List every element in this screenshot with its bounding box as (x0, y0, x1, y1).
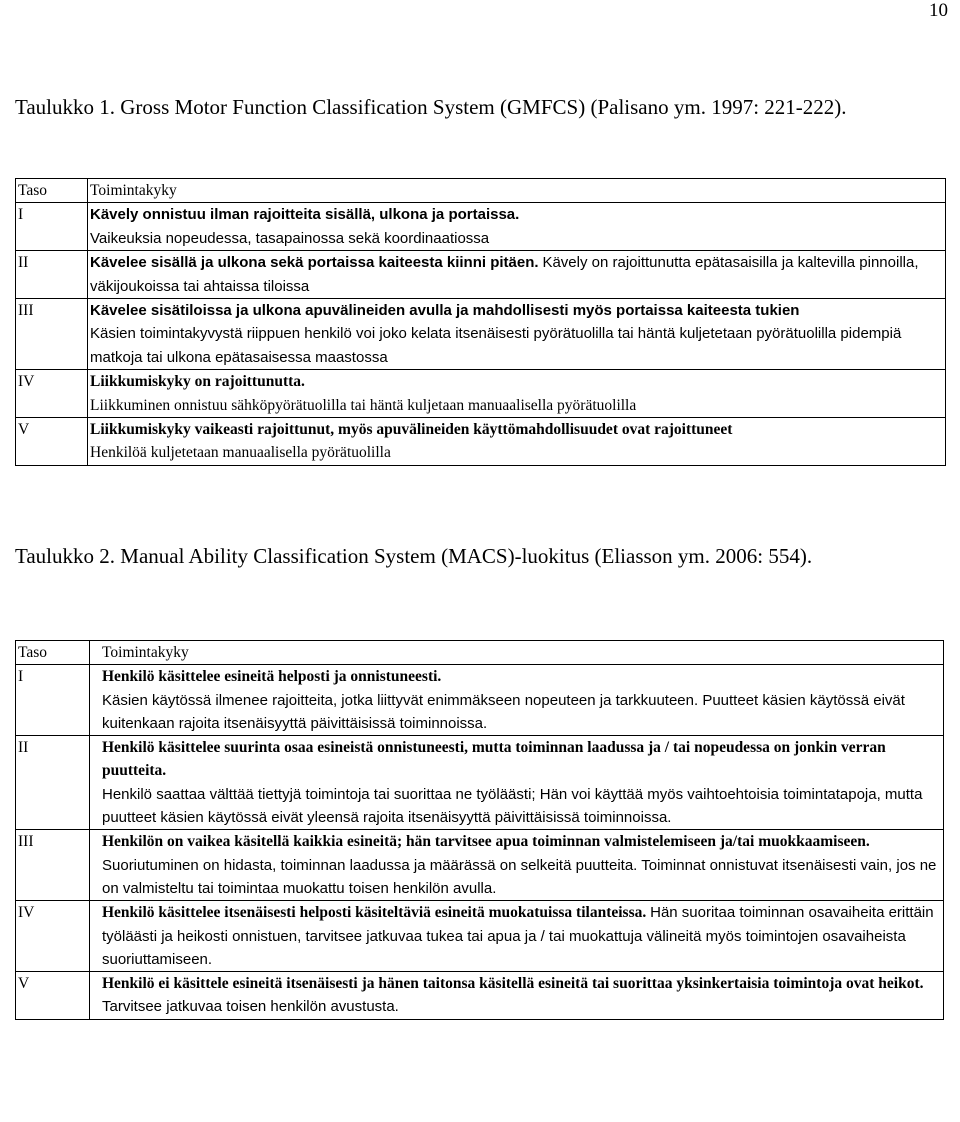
row-normal-text: Käsien toimintakyvystä riippuen henkilö voi joko kelata itsenäisesti pyörätuolilla tai häntä kuljetetaan pyörätuolilla pidempiä matkoja tai ulkona epätasaisessa maastossa (90, 325, 902, 366)
row-desc (88, 370, 946, 418)
row-normal-text: Tarvitsee jatkuvaa toisen henkilön avustusta. (102, 998, 399, 1016)
row-bold-text: Kävelee sisällä ja ulkona sekä portaissa kaiteesta kiinni pitäen. (90, 254, 539, 272)
row-normal-text: Käsien käytössä ilmenee rajoitteita, jotka liittyvät enimmäkseen nopeuteen ja tarkkuuteen. Puutteet käsien käytössä eivät kuitenkaan rajoita itsenäisyyttä päivittäisissä toiminnoissa. (102, 691, 905, 732)
row-bold-text: Henkilö käsittelee esineitä helposti ja onnistuneesti. (102, 668, 442, 686)
table-row (16, 370, 946, 418)
row-desc (90, 901, 944, 972)
table1-caption: Taulukko 1. Gross Motor Function Classification System (GMFCS) (Palisano ym. 1997: 221-222). (15, 95, 847, 119)
row-normal-text: Vaikeuksia nopeudessa, tasapainossa sekä koordinaatiossa (90, 229, 490, 247)
header-desc: Toimintakyky (88, 179, 946, 203)
row-bold-text: Liikkumiskyky on rajoittunutta. (90, 373, 305, 391)
row-bold-text: Liikkumiskyky vaikeasti rajoittunut, myös apuvälineiden käyttömahdollisuudet ovat rajoittuneet (90, 421, 733, 439)
table-row (16, 418, 946, 466)
row-level: III (16, 830, 90, 901)
row-level: IV (16, 370, 88, 418)
row-normal-text: Henkilö saattaa välttää tiettyjä toimintoja tai suorittaa ne työläästi; Hän voi käyttää myös vaihtoehtoisia toimintatapoja, mutta puutteet käsien käytössä eivät yleensä rajoita itsenäisyyttä päivittäisissä toiminnoissa. (102, 785, 923, 827)
row-level: II (16, 736, 90, 830)
row-bold-text: Kävely onnistuu ilman rajoitteita sisällä, ulkona ja portaissa. (90, 206, 520, 224)
table-row (16, 736, 944, 830)
row-level: II (16, 251, 88, 299)
header-level: Taso (16, 179, 88, 203)
table-row (16, 972, 944, 1020)
row-normal-text: Liikkuminen onnistuu sähköpyörätuolilla tai häntä kuljetaan manuaalisella pyörätuolilla (90, 396, 637, 414)
table-row (16, 203, 946, 251)
gmfcs-table (15, 178, 946, 466)
row-bold-text: Henkilön on vaikea käsitellä kaikkia esineitä; hän tarvitsee apua toiminnan valmistelemiseen ja/tai muokkaamiseen. (102, 833, 870, 851)
table-row (16, 665, 944, 736)
row-desc (88, 203, 946, 251)
row-normal-text: Hän suoritaa toiminnan osavaiheita erittäin työläästi ja heikosti onnistuen, tarvitsee jatkuvaa tukea tai apua ja / tai muokattuja välineitä myös toimintojen osavaiheista suoriuttamiseen. (102, 904, 934, 968)
header-level: Taso (16, 641, 90, 665)
row-desc (88, 251, 946, 299)
row-desc (90, 736, 944, 830)
row-level: I (16, 203, 88, 251)
row-desc (90, 830, 944, 901)
table-header-row (16, 179, 946, 203)
table-row (16, 901, 944, 972)
row-level: V (16, 972, 90, 1020)
table-row (16, 830, 944, 901)
row-desc (90, 665, 944, 736)
macs-table (15, 640, 944, 1020)
row-normal-text: Kävely on rajoittunutta epätasaisilla ja kaltevilla pinnoilla, väkijoukoissa tai ahtaissa tiloissa (90, 254, 919, 295)
row-desc (90, 972, 944, 1020)
row-level: IV (16, 901, 90, 972)
row-bold-text: Henkilö käsittelee itsenäisesti helposti käsiteltäviä esineitä muokatuissa tilanteissa. (102, 904, 647, 922)
table-row (16, 251, 946, 299)
row-normal-text: Henkilöä kuljetetaan manuaalisella pyörätuolilla (90, 444, 391, 462)
header-desc: Toimintakyky (90, 641, 944, 665)
table-row (16, 299, 946, 370)
row-level: V (16, 418, 88, 466)
row-bold-text: Henkilö ei käsittele esineitä itsenäisesti ja hänen taitonsa käsitellä esineitä tai suorittaa yksinkertaisia toimintoja ovat heikot. (102, 975, 924, 993)
page-number: 10 (929, 0, 948, 21)
table-header-row (16, 641, 944, 665)
row-bold-text: Henkilö käsittelee suurinta osaa esineistä onnistuneesti, mutta toiminnan laadussa ja / tai nopeudessa on jonkin verran puutteita. (102, 739, 886, 780)
row-bold-text: Kävelee sisätiloissa ja ulkona apuvälineiden avulla ja mahdollisesti myös portaissa kaiteesta tukien (90, 302, 800, 320)
row-level: III (16, 299, 88, 370)
row-desc (88, 418, 946, 466)
table2-caption: Taulukko 2. Manual Ability Classification System (MACS)-luokitus (Eliasson ym. 2006: 554). (15, 544, 813, 568)
row-desc (88, 299, 946, 370)
row-normal-text: Suoriutuminen on hidasta, toiminnan laadussa ja määrässä on selkeitä puutteita. Toiminnat onnistuvat itsenäisesti vain, jos ne on valmisteltu tai toimintaa muokattu toisen henkilön avulla. (102, 856, 937, 897)
row-level: I (16, 665, 90, 736)
